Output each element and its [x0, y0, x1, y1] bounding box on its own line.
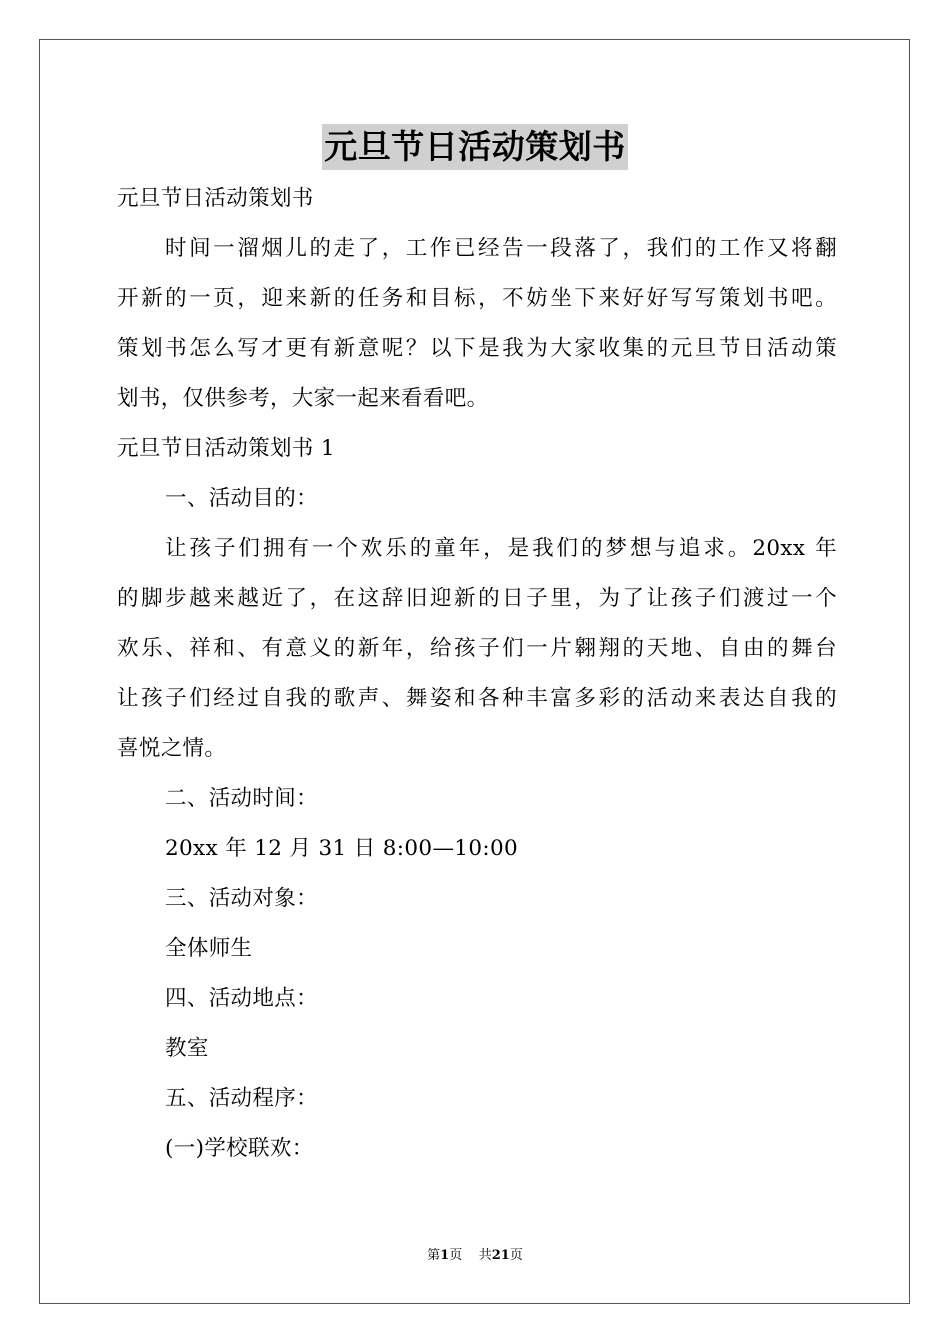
page-border: [39, 39, 910, 1304]
document-title: 元旦节日活动策划书: [322, 124, 628, 170]
page-suffix: 页: [449, 1248, 463, 1263]
item-value: 全体师生: [165, 936, 253, 961]
paragraph-line: 开新的一页，迎来新的任务和目标，不妨坐下来好好写写策划书吧。: [117, 286, 837, 311]
paragraph-line: 的脚步越来越近了，在这辞旧迎新的日子里，为了让孩子们渡过一个: [117, 586, 837, 611]
paragraph-line: 喜悦之情。: [117, 736, 227, 761]
paragraph-line: 让孩子们拥有一个欢乐的童年，是我们的梦想与追求。20xx 年: [165, 536, 837, 561]
item-heading: 一、活动目的：: [165, 486, 318, 511]
section-heading: 元旦节日活动策划书 1: [117, 436, 335, 461]
item-heading: 五、活动程序：: [165, 1086, 318, 1111]
total-suffix: 页: [509, 1248, 523, 1263]
item-value: 20xx 年 12 月 31 日 8:00—10:00: [165, 836, 519, 861]
paragraph-line: 时间一溜烟儿的走了，工作已经告一段落了，我们的工作又将翻: [165, 236, 837, 261]
item-value: 教室: [165, 1036, 209, 1061]
item-heading: 二、活动时间：: [165, 786, 318, 811]
total-pages: 21: [491, 1248, 510, 1263]
page-number: 1: [440, 1248, 450, 1263]
paragraph-line: 让孩子们经过自我的歌声、舞姿和各种丰富多彩的活动来表达自我的: [117, 686, 837, 711]
page-prefix: 第: [427, 1248, 441, 1263]
item-value: (一)学校联欢：: [165, 1136, 314, 1161]
page-footer: [0, 1247, 950, 1265]
paragraph-line: 欢乐、祥和、有意义的新年，给孩子们一片翱翔的天地、自由的舞台: [117, 636, 837, 661]
total-prefix: 共: [478, 1248, 492, 1263]
title-container: [0, 124, 950, 170]
item-heading: 四、活动地点：: [165, 986, 318, 1011]
paragraph-line: 策划书怎么写才更有新意呢？以下是我为大家收集的元旦节日活动策: [117, 336, 837, 361]
item-heading: 三、活动对象：: [165, 886, 318, 911]
paragraph-line: 划书，仅供参考，大家一起来看看吧。: [117, 386, 489, 411]
subtitle-line: 元旦节日活动策划书: [117, 186, 314, 211]
